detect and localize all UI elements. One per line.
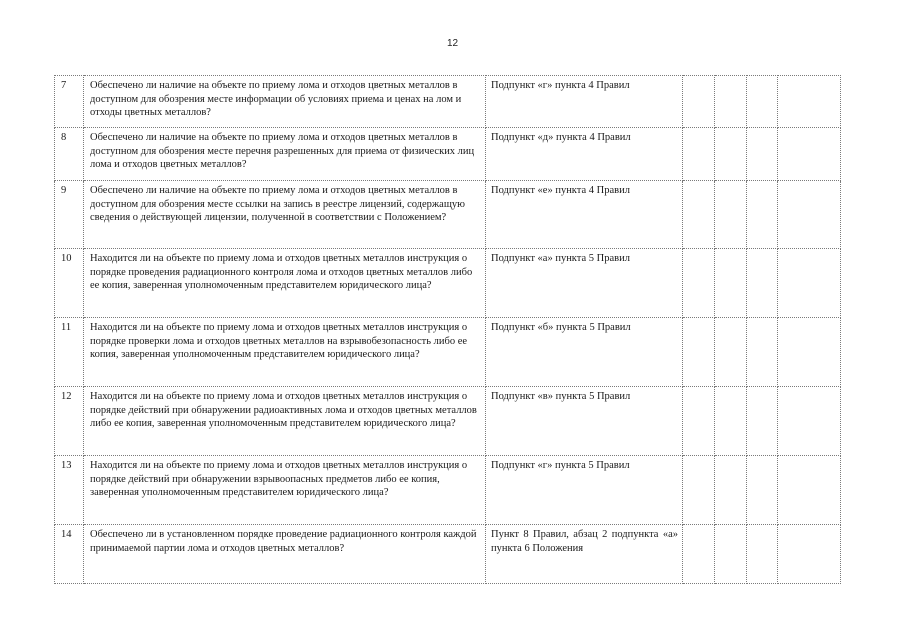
answer-cell-no[interactable] [715, 128, 747, 181]
answer-cell-yes[interactable] [683, 128, 715, 181]
checklist-table [54, 75, 841, 584]
answer-cell-no[interactable] [715, 76, 747, 128]
answer-cell-notes[interactable] [778, 128, 841, 181]
answer-cell-yes[interactable] [683, 76, 715, 128]
row-reference: Подпункт «д» пункта 4 Правил [486, 128, 683, 181]
table-row [55, 525, 841, 584]
answer-cell-notes[interactable] [778, 387, 841, 456]
answer-cell-yes[interactable] [683, 181, 715, 249]
row-question: Находится ли на объекте по приему лома и отходов цветных металлов инструкция о порядке проведения радиационного контроля лома и отходов цветных металлов либо ее копия, заверенная уполномоченным представителем юридического лица? [84, 249, 486, 318]
answer-cell-no[interactable] [715, 318, 747, 387]
answer-cell-yes[interactable] [683, 318, 715, 387]
answer-cell-not-applicable[interactable] [747, 525, 778, 584]
answer-cell-no[interactable] [715, 181, 747, 249]
row-reference: Подпункт «в» пункта 5 Правил [486, 387, 683, 456]
answer-cell-not-applicable[interactable] [747, 318, 778, 387]
answer-cell-not-applicable[interactable] [747, 387, 778, 456]
row-number: 13 [55, 456, 84, 525]
table-row [55, 128, 841, 181]
row-reference: Пункт 8 Правил, абзац 2 подпункта «а» пункта 6 Положения [486, 525, 683, 584]
answer-cell-not-applicable[interactable] [747, 128, 778, 181]
answer-cell-no[interactable] [715, 249, 747, 318]
answer-cell-no[interactable] [715, 456, 747, 525]
row-question: Обеспечено ли в установленном порядке проведение радиационного контроля каждой принимаемой партии лома и отходов цветных металлов? [84, 525, 486, 584]
answer-cell-no[interactable] [715, 525, 747, 584]
answer-cell-notes[interactable] [778, 249, 841, 318]
row-question: Находится ли на объекте по приему лома и отходов цветных металлов инструкция о порядке проверки лома и отходов цветных металлов на взрывобезопасность либо ее копия, заверенная уполномоченным представителем юридического лица? [84, 318, 486, 387]
row-reference: Подпункт «б» пункта 5 Правил [486, 318, 683, 387]
row-number: 9 [55, 181, 84, 249]
row-number: 12 [55, 387, 84, 456]
answer-cell-notes[interactable] [778, 525, 841, 584]
answer-cell-not-applicable[interactable] [747, 456, 778, 525]
row-question: Обеспечено ли наличие на объекте по приему лома и отходов цветных металлов в доступном для обозрения месте ссылки на запись в реестре лицензий, содержащую сведения о действующей лицензии, полученной в соответствии с Положением? [84, 181, 486, 249]
row-question: Обеспечено ли наличие на объекте по приему лома и отходов цветных металлов в доступном для обозрения месте перечня разрешенных для приема от физических лиц лома и отходов цветных металлов? [84, 128, 486, 181]
row-reference: Подпункт «г» пункта 4 Правил [486, 76, 683, 128]
row-reference: Подпункт «г» пункта 5 Правил [486, 456, 683, 525]
answer-cell-yes[interactable] [683, 456, 715, 525]
table-row [55, 76, 841, 128]
row-number: 11 [55, 318, 84, 387]
row-reference: Подпункт «а» пункта 5 Правил [486, 249, 683, 318]
row-number: 14 [55, 525, 84, 584]
table-row [55, 249, 841, 318]
table-row [55, 456, 841, 525]
row-question: Находится ли на объекте по приему лома и отходов цветных металлов инструкция о порядке действий при обнаружении радиоактивных лома и отходов цветных металлов либо ее копия, заверенная уполномоченным представителем юридического лица? [84, 387, 486, 456]
answer-cell-notes[interactable] [778, 76, 841, 128]
answer-cell-notes[interactable] [778, 181, 841, 249]
answer-cell-not-applicable[interactable] [747, 181, 778, 249]
row-question: Обеспечено ли наличие на объекте по приему лома и отходов цветных металлов в доступном для обозрения месте информации об условиях приема и ценах на лом и отходы цветных металлов? [84, 76, 486, 128]
answer-cell-notes[interactable] [778, 456, 841, 525]
answer-cell-yes[interactable] [683, 387, 715, 456]
answer-cell-notes[interactable] [778, 318, 841, 387]
row-number: 10 [55, 249, 84, 318]
row-question: Находится ли на объекте по приему лома и отходов цветных металлов инструкция о порядке действий при обнаружении взрывоопасных предметов либо ее копия, заверенная уполномоченным представителем юридического лица? [84, 456, 486, 525]
answer-cell-not-applicable[interactable] [747, 76, 778, 128]
table-row [55, 387, 841, 456]
page-number: 12 [446, 38, 459, 49]
table-row [55, 318, 841, 387]
answer-cell-no[interactable] [715, 387, 747, 456]
table-row [55, 181, 841, 249]
answer-cell-not-applicable[interactable] [747, 249, 778, 318]
row-reference: Подпункт «е» пункта 4 Правил [486, 181, 683, 249]
answer-cell-yes[interactable] [683, 249, 715, 318]
row-number: 8 [55, 128, 84, 181]
row-number: 7 [55, 76, 84, 128]
answer-cell-yes[interactable] [683, 525, 715, 584]
